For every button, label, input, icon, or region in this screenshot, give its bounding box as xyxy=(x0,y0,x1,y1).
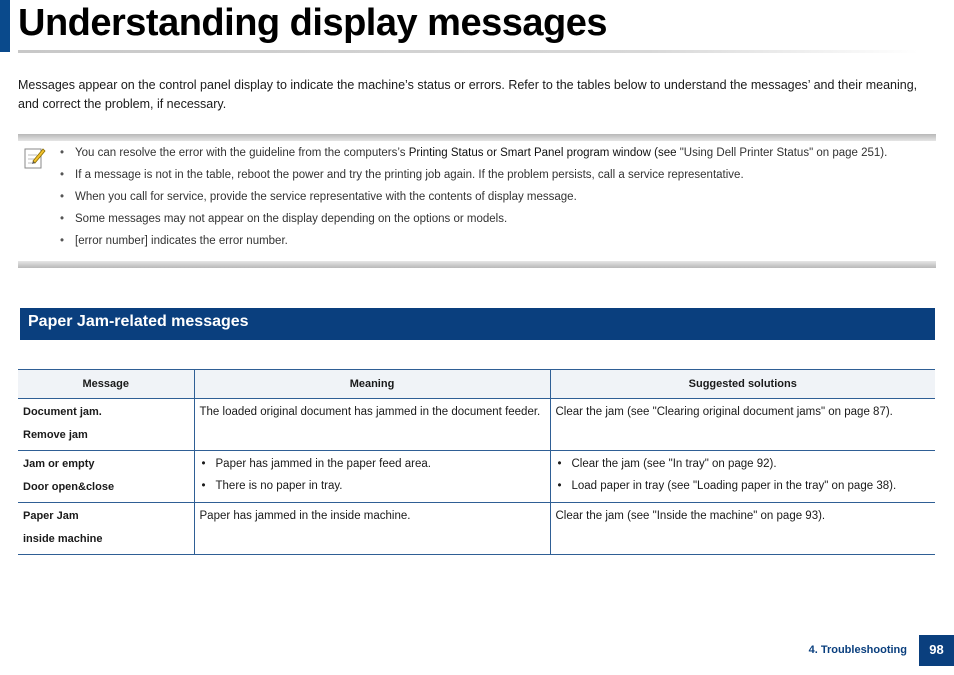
note-pencil-icon xyxy=(24,146,46,170)
table-header-row xyxy=(18,370,935,399)
message-text: Document jam. xyxy=(23,406,102,418)
message-text: Paper Jam xyxy=(23,510,79,522)
note-item xyxy=(60,233,940,255)
table-cell: Paper has jammed in the inside machine. xyxy=(194,503,550,555)
note-item xyxy=(60,211,940,233)
title-accent-bar xyxy=(0,0,10,52)
message-text: Remove jam xyxy=(23,429,88,441)
bullet-item: • Clear the jam (see "In tray" on page 92). xyxy=(556,456,931,478)
note-bottom-rule xyxy=(18,261,936,268)
bullet-item: • There is no paper in tray. xyxy=(200,478,545,500)
page-title: Understanding display messages xyxy=(18,2,607,44)
table-row xyxy=(18,503,935,555)
bullet-item: • Paper has jammed in the paper feed area. xyxy=(200,456,545,478)
table-cell-list xyxy=(194,451,550,503)
message-cell xyxy=(18,503,194,555)
bullet-list xyxy=(556,456,931,500)
message-text: Jam or empty xyxy=(23,458,95,470)
message-text: Door open&close xyxy=(23,481,115,493)
note-top-rule xyxy=(18,134,936,141)
note-text: When you call for service, provide the service representative with the contents of display message. xyxy=(75,191,577,203)
section-title: Paper Jam-related messages xyxy=(28,313,249,330)
intro-paragraph: Messages appear on the control panel display to indicate the machine’s status or errors. Refer to the tables below to understand the messages’ and their meaning, and correct the problem, if necessary. xyxy=(18,78,918,111)
note-text: [error number] indicates the error number. xyxy=(75,235,288,247)
message-cell xyxy=(18,451,194,503)
column-header: Message xyxy=(18,370,194,399)
messages-table xyxy=(18,369,935,555)
note-text: Some messages may not appear on the display depending on the options or models. xyxy=(75,213,508,225)
note-text: If a message is not in the table, reboot the power and try the printing job again. If the problem persists, call a service representative. xyxy=(75,169,744,181)
note-box xyxy=(18,134,936,268)
note-text: "Using Dell Printer Status" on page 251). xyxy=(676,147,888,159)
column-header: Suggested solutions xyxy=(550,370,935,399)
note-item xyxy=(60,189,940,211)
note-text: Printing Status or Smart Panel program window (see xyxy=(408,147,677,159)
table-row xyxy=(18,451,935,503)
note-list xyxy=(60,145,940,255)
section-header xyxy=(20,308,935,340)
bullet-item: • Load paper in tray (see "Loading paper in the tray" on page 38). xyxy=(556,478,931,500)
column-header: Meaning xyxy=(194,370,550,399)
table-cell: The loaded original document has jammed in the document feeder. xyxy=(194,399,550,451)
table-cell-list xyxy=(550,451,935,503)
message-cell xyxy=(18,399,194,451)
table-cell: Clear the jam (see "Clearing original document jams" on page 87). xyxy=(550,399,935,451)
page-number-badge: 98 xyxy=(919,635,954,666)
title-underline xyxy=(18,50,918,53)
table-body xyxy=(18,399,935,555)
note-item xyxy=(60,167,940,189)
bullet-list xyxy=(200,456,545,500)
note-text: You can resolve the error with the guideline from the computers’s xyxy=(75,147,409,159)
table-row xyxy=(18,399,935,451)
chapter-label: 4. Troubleshooting xyxy=(808,644,907,656)
table-cell: Clear the jam (see "Inside the machine" on page 93). xyxy=(550,503,935,555)
note-item xyxy=(60,145,940,167)
message-text: inside machine xyxy=(23,533,103,545)
